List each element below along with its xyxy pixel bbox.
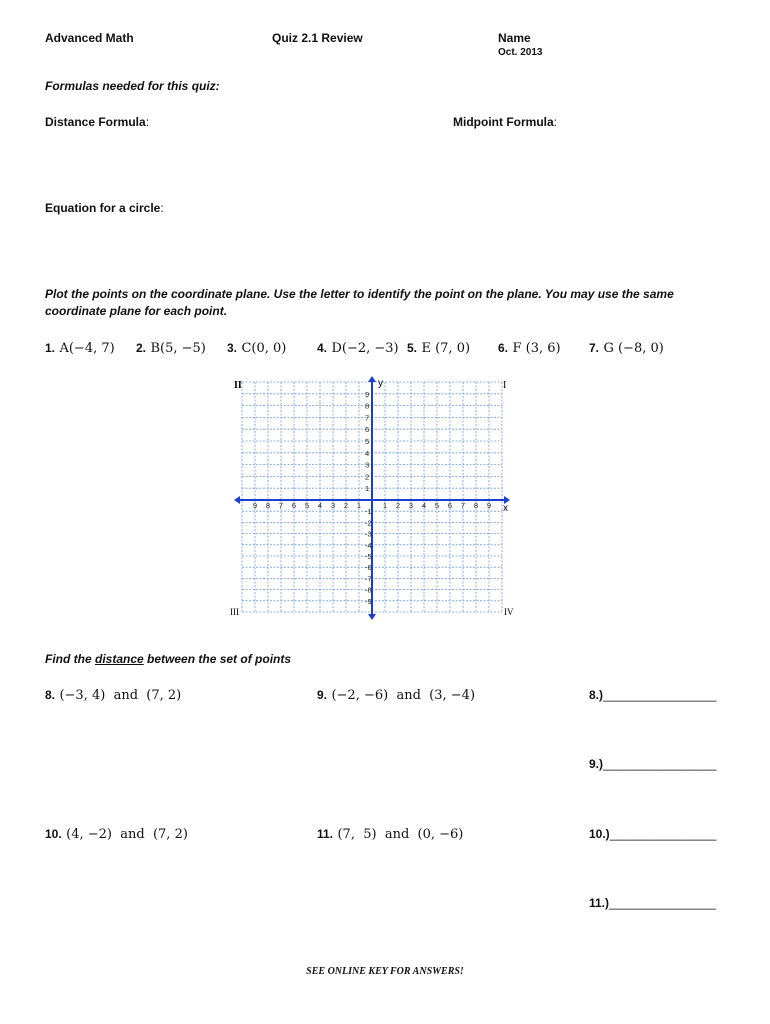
x-tick-label: 8	[265, 501, 271, 510]
problem-number: 11.	[317, 827, 334, 841]
circle-equation-text: Equation for a circle	[45, 201, 161, 215]
point-coordinates: B(5, −5)	[150, 341, 206, 356]
y-tick-label: 7	[365, 413, 370, 423]
distance-formula-label	[45, 115, 149, 129]
answer-blank[interactable]: ________________	[609, 827, 717, 841]
x-tick-label: 9	[252, 501, 258, 510]
answer-label: 11.)	[589, 896, 610, 910]
y-tick-label: 8	[365, 401, 370, 411]
point-item-7	[589, 339, 664, 357]
answer-line-10	[589, 827, 716, 841]
point-coordinates: G (−8, 0)	[603, 341, 664, 356]
distance-formula-text: Distance Formula	[45, 115, 146, 129]
answer-line-11	[589, 896, 716, 910]
y-tick-label: -2	[365, 518, 372, 528]
problem-points: (4, −2) and (7, 2)	[66, 827, 188, 842]
point-coordinates: F (3, 6)	[512, 341, 561, 356]
distance-colon: :	[145, 115, 150, 129]
y-tick-label: 1	[365, 484, 370, 494]
answer-label: 10.)	[589, 827, 610, 841]
y-tick-label: 5	[365, 437, 370, 446]
x-tick-label: 3	[330, 501, 336, 510]
point-coordinates: D(−2, −3)	[331, 341, 399, 356]
point-coordinates: C(0, 0)	[241, 341, 287, 356]
formulas-heading: Formulas needed for this quiz:	[45, 79, 220, 93]
quadrant-label-i: I	[503, 380, 507, 391]
footer-note: SEE ONLINE KEY FOR ANSWERS!	[306, 966, 464, 977]
y-tick-label: -7	[365, 574, 372, 584]
quadrant-label-iv: IV	[504, 607, 514, 617]
answer-blank[interactable]: _________________	[603, 688, 717, 702]
answer-label: 8.)	[589, 688, 604, 702]
x-tick-label: 2	[395, 501, 401, 510]
y-tick-label: 4	[365, 448, 370, 458]
problem-points: (7, 5) and (0, −6)	[337, 827, 464, 842]
y-axis-arrow-up	[368, 376, 376, 382]
problem-points: (−3, 4) and (7, 2)	[59, 688, 182, 703]
distance-problem-11	[317, 825, 463, 843]
point-number: 6.	[498, 341, 509, 355]
point-number: 1.	[45, 341, 56, 355]
quiz-title: Quiz 2.1 Review	[272, 31, 363, 45]
problem-number: 10.	[45, 827, 62, 841]
y-tick-label: -4	[365, 540, 372, 550]
name-label: Name	[498, 31, 531, 45]
x-tick-label: 4	[317, 501, 323, 510]
distance-problem-9	[317, 686, 475, 704]
point-item-5	[407, 339, 470, 357]
x-tick-label: 5	[434, 501, 440, 510]
axes	[234, 376, 510, 620]
x-axis-label: x	[503, 503, 508, 514]
y-tick-label: -6	[365, 563, 372, 573]
quadrant-label-iii: III	[230, 607, 239, 617]
distance-heading-keyword: distance	[95, 652, 144, 666]
point-number: 7.	[589, 341, 600, 355]
point-item-6	[498, 339, 561, 357]
point-number: 5.	[407, 341, 418, 355]
y-axis-label: y	[378, 378, 383, 389]
x-tick-label: 7	[460, 501, 466, 510]
point-number: 2.	[136, 341, 147, 355]
plot-instructions: Plot the points on the coordinate plane. Use the letter to identify the point on the plane. You may use the same coordinate plane for each point.	[45, 287, 674, 318]
course-name: Advanced Math	[45, 31, 134, 45]
x-tick-label: 7	[278, 501, 284, 510]
circle-colon: :	[160, 201, 164, 215]
x-tick-label: 4	[421, 501, 427, 510]
x-tick-label: 2	[343, 501, 349, 510]
point-item-1	[45, 339, 115, 357]
distance-problem-10	[45, 825, 188, 843]
x-tick-label: 1	[382, 501, 388, 510]
point-coordinates: E (7, 0)	[421, 341, 471, 356]
answer-blank[interactable]: _________________	[603, 757, 717, 771]
point-number: 4.	[317, 341, 328, 355]
distance-heading-suffix: between the set of points	[143, 652, 292, 666]
point-item-2	[136, 339, 206, 357]
x-tick-label: 6	[291, 501, 297, 510]
y-tick-label: -5	[365, 552, 372, 561]
y-tick-label: -3	[365, 529, 372, 539]
x-tick-label: 1	[356, 501, 362, 510]
y-tick-label: 9	[365, 389, 370, 399]
x-tick-label: 6	[447, 501, 453, 510]
x-tick-label: 9	[486, 501, 492, 510]
quadrant-label-ii: II	[234, 380, 242, 391]
problem-number: 8.	[45, 688, 56, 702]
answer-blank[interactable]: ________________	[609, 896, 716, 910]
distance-heading	[45, 652, 291, 666]
y-tick-label: -9	[365, 596, 372, 606]
point-coordinates: A(−4, 7)	[59, 341, 115, 356]
midpoint-colon: :	[553, 115, 557, 129]
y-tick-label: -8	[365, 585, 372, 595]
y-tick-label: 2	[365, 472, 370, 482]
problem-number: 9.	[317, 688, 328, 702]
answer-line-9	[589, 757, 716, 771]
problem-points: (−2, −6) and (3, −4)	[331, 688, 476, 703]
y-tick-label: 6	[365, 425, 370, 435]
date-label: Oct. 2013	[498, 47, 543, 58]
x-tick-label: 3	[408, 501, 414, 510]
x-axis-arrow-left	[234, 496, 240, 504]
x-tick-label: 8	[473, 501, 479, 510]
midpoint-formula-text: Midpoint Formula	[453, 115, 554, 129]
y-axis-arrow-down	[368, 614, 376, 620]
distance-problem-8	[45, 686, 181, 704]
midpoint-formula-label	[453, 115, 557, 129]
x-tick-label: 5	[304, 501, 310, 510]
answer-line-8	[589, 688, 716, 702]
point-number: 3.	[227, 341, 238, 355]
point-item-4	[317, 339, 399, 357]
circle-equation-label	[45, 201, 164, 215]
coordinate-plane[interactable]	[230, 376, 520, 622]
y-tick-label: -1	[365, 507, 372, 517]
answer-label: 9.)	[589, 757, 604, 771]
point-item-3	[227, 339, 286, 357]
distance-heading-prefix: Find the	[45, 652, 95, 666]
y-tick-label: 3	[365, 460, 370, 470]
